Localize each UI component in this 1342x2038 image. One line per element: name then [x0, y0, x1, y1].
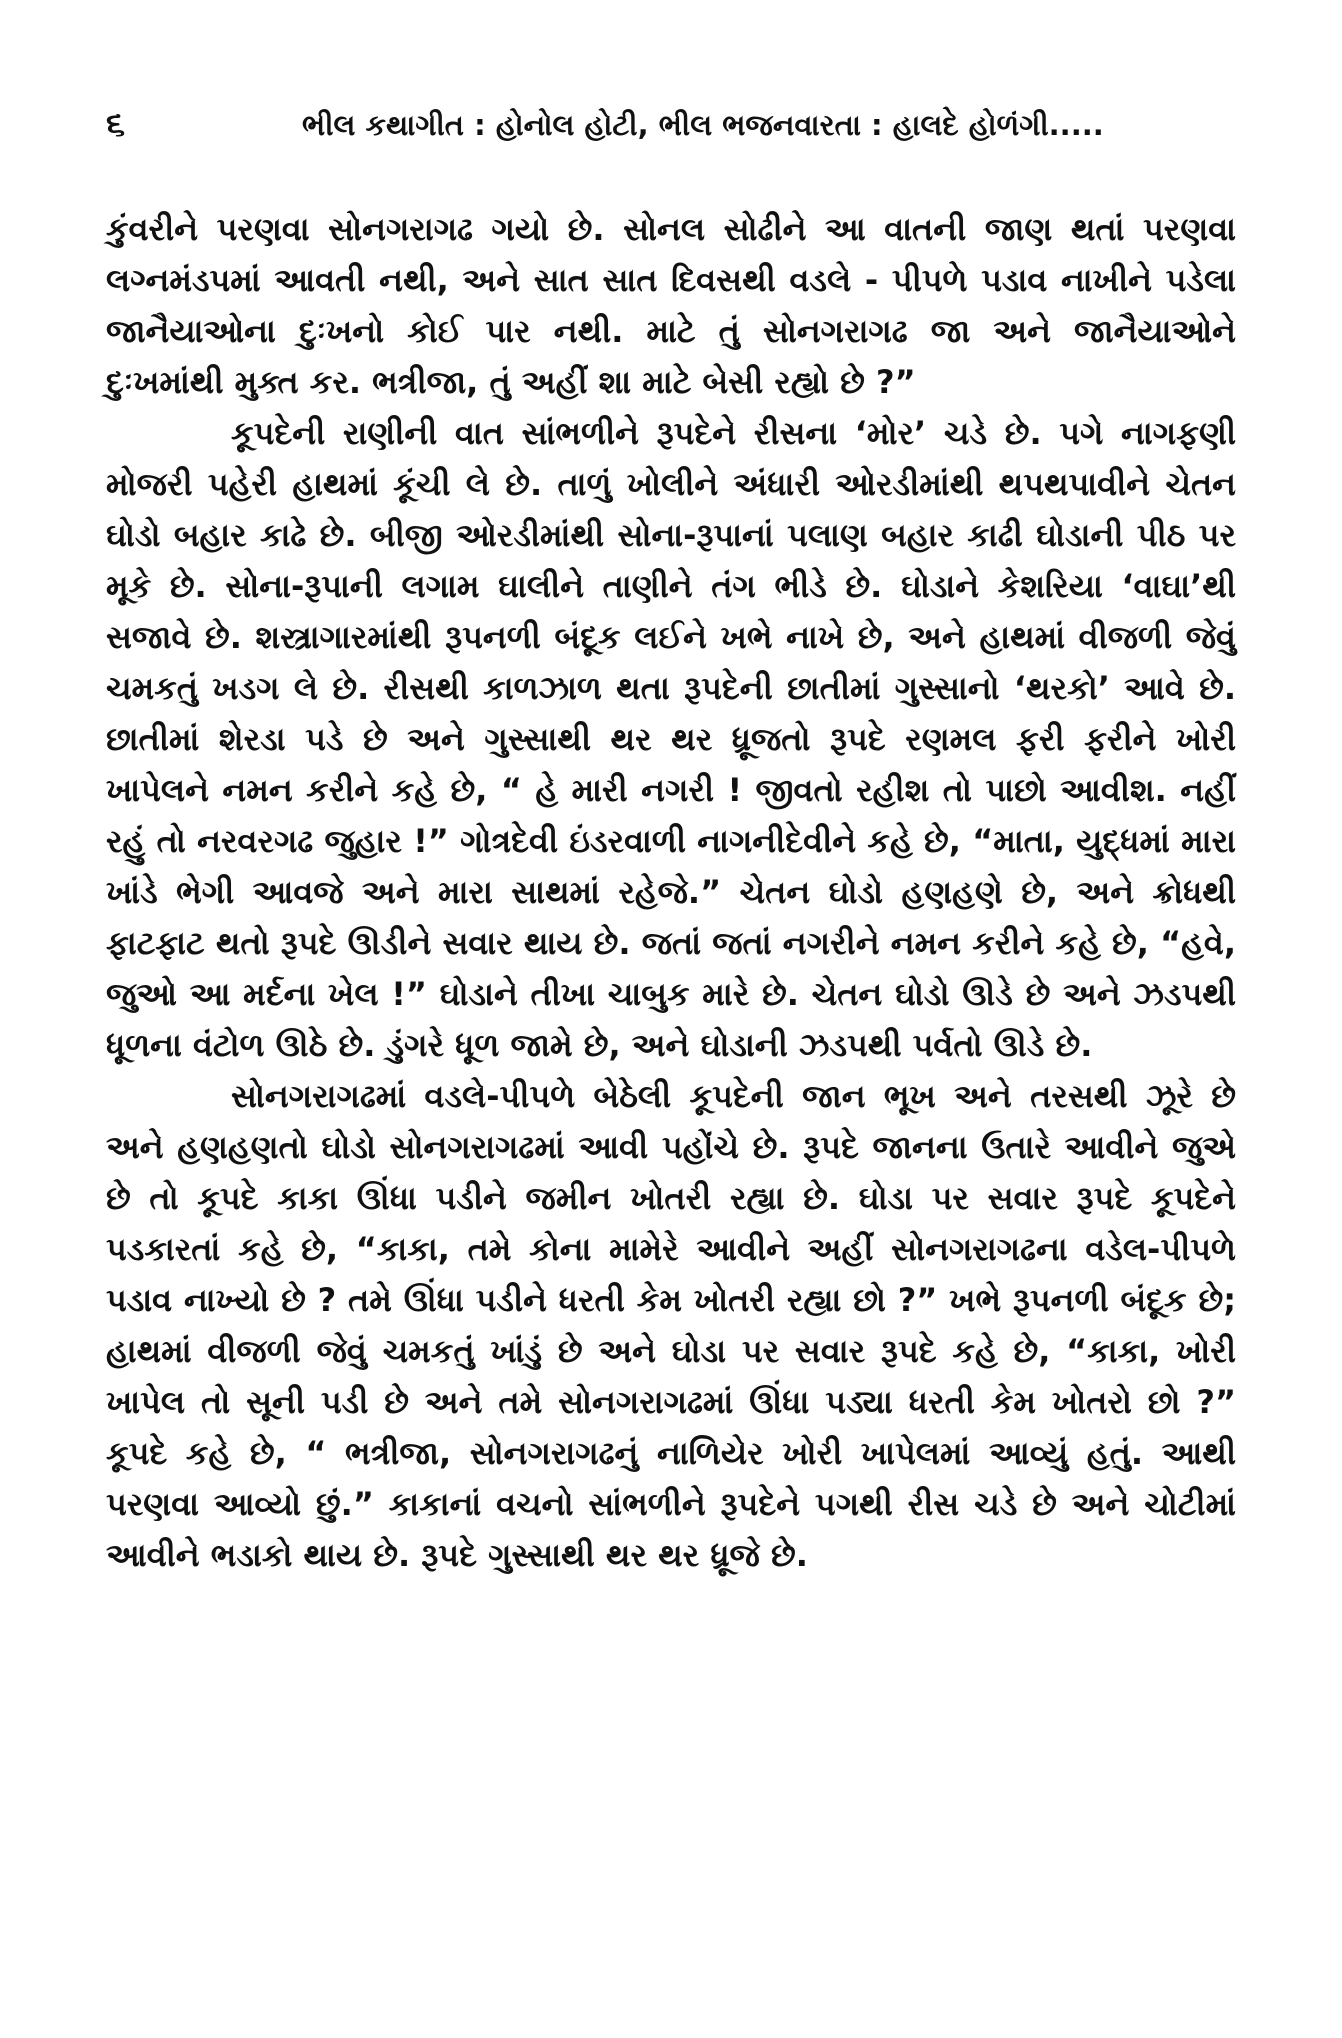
- paragraph: સોનગરાગઢમાં વડલે-પીપળે બેઠેલી કૂપદેની જાન ભૂખ અને તરસથી ઝૂરે છે અને હણહણતો ઘોડો સોનગરાગઢમાં આવી પહોંચે છે. રૂપદે જાનના ઉતારે આવીને જુએ છે તો કૂપદે કાકા ઊંધા પડીને જમીન ખોતરી રહ્યા છે. ઘોડા પર સવાર રૂપદે કૂપદેને પડકારતાં કહે છે, “કાકા, તમે કોના મામેરે આવીને અહીં સોનગરાગઢના વડેલ-પીપળે પડાવ નાખ્યો છે ? તમે ઊંધા પડીને ધરતી કેમ ખોતરી રહ્યા છો ?” ખભે રૂપનળી બંદૂક છે; હાથમાં વીજળી જેવું ચમકતું ખાંડું છે અને ઘોડા પર સવાર રૂપદે કહે છે, “કાકા, ખોરી ખાપેલ તો સૂની પડી છે અને તમે સોનગરાગઢમાં ઊંધા પડ્યા ધરતી કેમ ખોતરો છો ?” કૂપદે કહે છે, “ ભત્રીજા, સોનગરાગઢનું નાળિયેર ખોરી ખાપેલમાં આવ્યું હતું. આથી પરણવા આવ્યો છું.” કાકાનાં વચનો સાંભળીને રૂપદેને પગથી રીસ ચડે છે અને ચોટીમાં આવીને ભડાકો થાય છે. રૂપદે ગુસ્સાથી થર થર ધ્રૂજે છે.: [106, 1077, 1236, 1574]
- paragraph: કૂપદેની રાણીની વાત સાંભળીને રૂપદેને રીસના ‘મોર’ ચડે છે. પગે નાગફણી મોજરી પહેરી હાથમાં કૂંચી લે છે. તાળું ખોલીને અંધારી ઓરડીમાંથી થપથપાવીને ચેતન ઘોડો બહાર કાઢે છે. બીજી ઓરડીમાંથી સોના-રૂપાનાં પલાણ બહાર કાઢી ઘોડાની પીઠ પર મૂકે છે. સોના-રૂપાની લગામ ઘાલીને તાણીને તંગ ભીડે છે. ઘોડાને કેશરિયા ‘વાઘા’થી સજાવે છે. શસ્ત્રાગારમાંથી રૂપનળી બંદૂક લઈને ખભે નાખે છે, અને હાથમાં વીજળી જેવું ચમકતું ખડગ લે છે. રીસથી કાળઝાળ થતા રૂપદેની છાતીમાં ગુસ્સાનો ‘થરકો’ આવે છે. છાતીમાં શેરડા પડે છે અને ગુસ્સાથી થર થર ધ્રૂજતો રૂપદે રણમલ ફરી ફરીને ખોરી ખાપેલને નમન કરીને કહે છે, “ હે મારી નગરી ! જીવતો રહીશ તો પાછો આવીશ. નહીં રહું તો નરવરગઢ જુહાર !” ગોત્રદેવી ઇંડરવાળી નાગનીદેવીને કહે છે, “માતા, યુદ્ધમાં મારા ખાંડે ભેગી આવજે અને મારા સાથમાં રહેજે.” ચેતન ઘોડો હણહણે છે, અને ક્રોધથી ફાટફાટ થતો રૂપદે ઊડીને સવાર થાય છે. જતાં જતાં નગરીને નમન કરીને કહે છે, “હવે, જુઓ આ મર્દના ખેલ !” ઘોડાને તીખા ચાબુક મારે છે. ચેતન ઘોડો ઊડે છે અને ઝડપથી ધૂળના વંટોળ ઊઠે છે. ડુંગરે ધૂળ જામે છે, અને ઘોડાની ઝડપથી પર્વતો ઊડે છે.: [106, 414, 1236, 1064]
- page-header: [106, 104, 1236, 164]
- paragraph-continued: કુંવરીને પરણવા સોનગરાગઢ ગયો છે. સોનલ સોઢીને આ વાતની જાણ થતાં પરણવા લગ્નમંડપમાં આવતી નથી, અને સાત સાત દિવસથી વડલે - પીપળે પડાવ નાખીને પડેલા જાનૈયાઓના દુઃખનો કોઈ પાર નથી. માટે તું સોનગરાગઢ જા અને જાનૈયાઓને દુઃખમાંથી મુક્ત કર. ભત્રીજા, તું અહીં શા માટે બેસી રહ્યો છે ?”: [106, 210, 1236, 401]
- running-head: ભીલ કથાગીત : હોનોલ હોટી, ભીલ ભજનવારતા : હાલદે હોળંગી.....: [302, 108, 1104, 142]
- book-page: [106, 104, 1236, 1581]
- page-number: ૬: [106, 104, 126, 144]
